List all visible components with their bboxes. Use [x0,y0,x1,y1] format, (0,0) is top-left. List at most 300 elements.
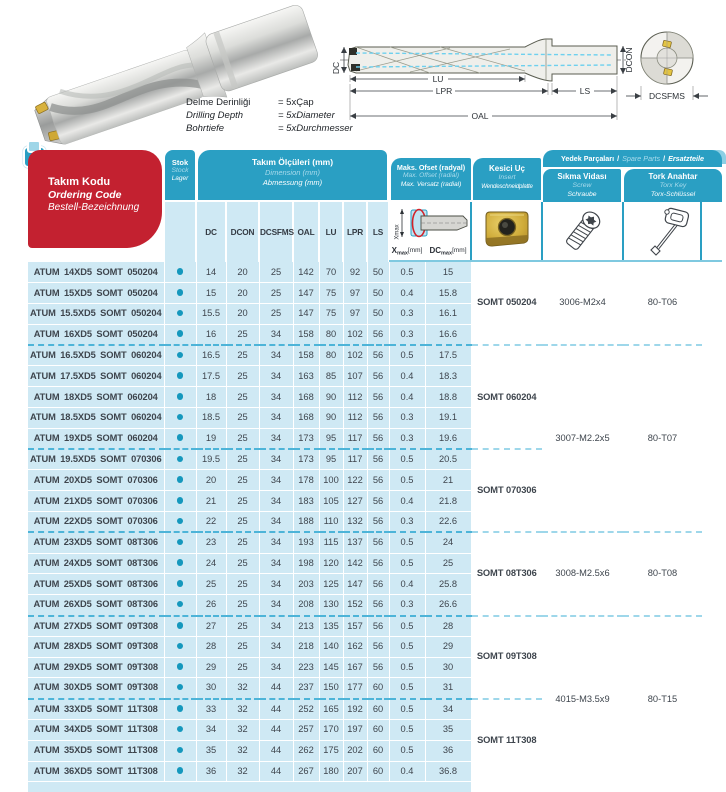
lpr-cell: 112 [343,387,367,408]
lpr-cell: 162 [343,636,367,657]
stock-dot [177,663,184,670]
stock-dot [177,643,184,650]
stock-dot-cell [164,636,196,657]
dcmax-cell: 21.8 [425,491,471,512]
lu-cell: 105 [319,491,343,512]
ordering-code-cell: ATUM 22XD5 SOMT 070306 [28,512,164,533]
ordering-code-cell: ATUM 16XD5 SOMT 050204 [28,324,164,345]
oal-cell: 158 [293,324,319,345]
stock-dot-cell [164,387,196,408]
stock-dot-cell [164,761,196,782]
dcon-cell: 25 [226,408,259,429]
ordering-code-cell: ATUM 26XD5 SOMT 08T306 [28,595,164,616]
dcsfms-cell: 34 [259,491,293,512]
dcsfms-cell: 34 [259,574,293,595]
ordering-code-de: Bestell-Bezeichnung [48,202,140,213]
dcon-cell: 25 [226,428,259,449]
dcsfms-cell: 34 [259,408,293,429]
xmax-cell: 0.5 [389,532,425,553]
table-row [28,345,702,366]
dcmax-cell: 24 [425,532,471,553]
spare-parts-header: Yedek Parçaları / Spare Parts / Ersatzteile [543,150,722,167]
lpr-cell: 167 [343,657,367,678]
lu-cell: 80 [319,324,343,345]
xmax-cell: 0.5 [389,262,425,283]
stock-dot [177,310,184,317]
xmax-cell: 0.5 [389,678,425,699]
oal-cell: 183 [293,491,319,512]
ordering-code-header [28,150,162,248]
ls-cell: 56 [367,512,389,533]
dcon-cell: 25 [226,616,259,637]
xmax-cell: 0.3 [389,408,425,429]
lu-cell: 175 [319,740,343,761]
torx-group-cell: 80-T08 [623,532,702,615]
lu-cell: 95 [319,428,343,449]
dcsfms-cell: 44 [259,678,293,699]
oal-cell: 193 [293,532,319,553]
dcsfms-cell: 34 [259,324,293,345]
oal-cell: 252 [293,699,319,720]
oal-cell: 203 [293,574,319,595]
table-row [28,532,702,553]
ls-cell: 60 [367,740,389,761]
oal-cell: 213 [293,616,319,637]
dc-cell: 19.5 [196,449,226,470]
lu-cell: 125 [319,574,343,595]
stock-dot-cell [164,428,196,449]
insert-icon [480,208,534,256]
offset-header-tr: Maks. Ofset (radyal) [396,163,466,172]
lpr-cell: 202 [343,740,367,761]
stock-dot [177,476,184,483]
stock-dot [177,601,184,608]
screw-header-tr: Sıkma Vidası [557,172,607,181]
stock-dot-cell [164,512,196,533]
lpr-cell: 102 [343,324,367,345]
table-row [28,262,702,283]
lu-cell: 85 [319,366,343,387]
dcsfms-cell: 25 [259,304,293,325]
dc-cell: 20 [196,470,226,491]
dcsfms-cell: 34 [259,345,293,366]
oal-cell: 208 [293,595,319,616]
stock-dot-cell [164,262,196,283]
lpr-cell: 122 [343,470,367,491]
dcon-cell: 32 [226,740,259,761]
ordering-code-tr: Takım Kodu [48,176,111,188]
stock-dot-cell [164,553,196,574]
stock-dot-cell [164,595,196,616]
dc-cell: 36 [196,761,226,782]
dcsfms-cell: 34 [259,512,293,533]
xmax-cell: 0.4 [389,387,425,408]
dcmax-cell: 17.5 [425,345,471,366]
oal-cell: 218 [293,636,319,657]
oal-cell: 267 [293,761,319,782]
insert-header [473,158,541,200]
ordering-code-cell: ATUM 20XD5 SOMT 070306 [28,470,164,491]
ordering-code-cell: ATUM 17.5XD5 SOMT 060204 [28,366,164,387]
ordering-code-cell: ATUM 16.5XD5 SOMT 060204 [28,345,164,366]
insert-header-de: Wendeschneidplatte [481,182,533,190]
lpr-cell: 192 [343,699,367,720]
lpr-cell: 142 [343,553,367,574]
ls-cell: 56 [367,345,389,366]
dcsfms-cell: 44 [259,761,293,782]
stock-dot-cell [164,699,196,720]
ls-cell: 56 [367,491,389,512]
ls-cell: 56 [367,324,389,345]
catalog-table [28,150,726,792]
ordering-code-cell: ATUM 14XD5 SOMT 050204 [28,262,164,283]
oal-cell: 142 [293,262,319,283]
screw-group-cell: 3006-M2x4 [542,262,623,345]
ordering-code-cell: ATUM 25XD5 SOMT 08T306 [28,574,164,595]
stock-dot-cell [164,574,196,595]
stock-dot-cell [164,408,196,429]
bottom-strip-blue [28,782,471,792]
dcon-cell: 25 [226,366,259,387]
dcsfms-cell: 34 [259,449,293,470]
oal-cell: 178 [293,470,319,491]
lpr-cell: 117 [343,428,367,449]
oal-cell: 198 [293,553,319,574]
dcon-cell: 25 [226,387,259,408]
stock-dot [177,268,184,275]
ordering-code-cell: ATUM 19XD5 SOMT 060204 [28,428,164,449]
dcon-cell: 25 [226,512,259,533]
torx-group-cell: 80-T15 [623,616,702,782]
ordering-code-cell: ATUM 15XD5 SOMT 050204 [28,283,164,304]
insert-group-cell: SOMT 08T306 [471,532,542,615]
stock-dot-cell [164,324,196,345]
dcsfms-cell: 34 [259,553,293,574]
ordering-code-cell: ATUM 27XD5 SOMT 09T308 [28,616,164,637]
torx-group-cell: 80-T06 [623,262,702,345]
dcsfms-cell: 34 [259,428,293,449]
dc-cell: 23 [196,532,226,553]
dcsfms-cell: 34 [259,657,293,678]
dc-cell: 34 [196,720,226,741]
dcsfms-cell: 25 [259,283,293,304]
lu-cell: 115 [319,532,343,553]
dcon-cell: 32 [226,678,259,699]
stock-dot [177,393,184,400]
col-header-lpr: LPR [344,202,366,262]
oal-cell: 173 [293,449,319,470]
xmax-cell: 0.5 [389,636,425,657]
lu-cell: 135 [319,616,343,637]
dcmax-cell: 26.6 [425,595,471,616]
dc-cell: 16 [196,324,226,345]
dc-cell: 15.5 [196,304,226,325]
stock-dot [177,456,184,463]
ordering-code-en: Ordering Code [48,189,122,201]
col-header-dc: DC [197,202,225,262]
spare-header-tr: Yedek Parçaları [560,154,615,163]
stock-dot-cell [164,532,196,553]
dcmax-cell: 34 [425,699,471,720]
stock-dot [177,747,184,754]
stock-dot [177,559,184,566]
dcsfms-cell: 34 [259,532,293,553]
lu-cell: 120 [319,553,343,574]
dcmax-cell: 25 [425,553,471,574]
ls-cell: 56 [367,408,389,429]
ordering-code-cell: ATUM 34XD5 SOMT 11T308 [28,720,164,741]
dcmax-cell: 35 [425,720,471,741]
dcsfms-cell: 34 [259,366,293,387]
ls-cell: 60 [367,699,389,720]
bottom-strip-white [471,782,702,792]
dc-cell: 24 [196,553,226,574]
dcon-cell: 25 [226,449,259,470]
dc-cell: 22 [196,512,226,533]
lpr-cell: 127 [343,491,367,512]
dcon-cell: 25 [226,553,259,574]
dcmax-cell: 15 [425,262,471,283]
xmax-cell: 0.3 [389,512,425,533]
ls-cell: 56 [367,616,389,637]
col-header-dcsfms: DCSFMS [260,202,292,262]
screw-header [543,169,621,202]
ls-cell: 56 [367,532,389,553]
table-row [28,616,702,637]
dimensions-header-de: Abmessung (mm) [262,178,323,187]
dcon-cell: 32 [226,761,259,782]
lu-cell: 100 [319,470,343,491]
depth-label-en: Drilling Depth [186,110,244,121]
ordering-code-cell: ATUM 15.5XD5 SOMT 050204 [28,304,164,325]
dcon-cell: 25 [226,324,259,345]
stock-dot [177,289,184,296]
torx-key-icon [636,206,692,258]
lpr-cell: 177 [343,678,367,699]
stock-dot-cell [164,449,196,470]
offset-header-de: Max. Versatz (radial) [400,180,462,188]
insert-group-cell: SOMT 11T308 [471,699,542,782]
table-bottom-strip [28,782,702,792]
oal-cell: 147 [293,283,319,304]
lpr-cell: 117 [343,449,367,470]
xmax-cell: 0.5 [389,345,425,366]
dcon-cell: 20 [226,283,259,304]
dcmax-cell: 31 [425,678,471,699]
depth-value-de: = 5xDurchmesser [278,123,353,134]
stock-dot-cell [164,470,196,491]
lu-cell: 140 [319,636,343,657]
dcsfms-cell: 44 [259,740,293,761]
drill-data-table [28,262,702,792]
stock-dot [177,684,184,691]
ls-cell: 50 [367,262,389,283]
ordering-code-cell: ATUM 23XD5 SOMT 08T306 [28,532,164,553]
dcon-cell: 25 [226,574,259,595]
oal-cell: 147 [293,304,319,325]
lu-cell: 90 [319,408,343,429]
dc-cell: 14 [196,262,226,283]
lpr-cell: 97 [343,304,367,325]
dcon-cell: 25 [226,470,259,491]
dc-cell: 21 [196,491,226,512]
dcsfms-cell: 34 [259,595,293,616]
lu-cell: 145 [319,657,343,678]
xmax-cell: 0.4 [389,283,425,304]
dim-label-oal: OAL [471,111,489,121]
oal-cell: 257 [293,720,319,741]
dim-label-lu: LU [432,74,444,84]
dcmax-cell: 29 [425,636,471,657]
lpr-cell: 157 [343,616,367,637]
lpr-cell: 92 [343,262,367,283]
stock-dot-cell [164,657,196,678]
stock-header-en: Stock [171,167,189,174]
dc-cell: 15 [196,283,226,304]
dc-cell: 30 [196,678,226,699]
ls-cell: 56 [367,428,389,449]
offset-thumb-label: Xmax [394,224,401,240]
lu-cell: 170 [319,720,343,741]
technical-drawing [330,8,726,140]
dc-cell: 35 [196,740,226,761]
ls-cell: 60 [367,720,389,741]
stock-dot [177,518,184,525]
stock-dot-cell [164,720,196,741]
dc-cell: 27 [196,616,226,637]
lpr-cell: 112 [343,408,367,429]
xmax-cell: 0.4 [389,491,425,512]
ls-cell: 56 [367,470,389,491]
ordering-code-cell: ATUM 36XD5 SOMT 11T308 [28,761,164,782]
screw-group-cell: 3007-M2.2x5 [542,345,623,532]
ordering-code-cell: ATUM 33XD5 SOMT 11T308 [28,699,164,720]
dc-cell: 28 [196,636,226,657]
dc-cell: 29 [196,657,226,678]
dcmax-cell: 15.8 [425,283,471,304]
screw-header-en: Screw [572,182,592,189]
depth-value-en: = 5xDiameter [278,110,335,121]
torx-header-tr: Tork Anahtar [648,172,698,181]
lu-cell: 130 [319,595,343,616]
insert-group-cell: SOMT 060204 [471,345,542,449]
ordering-code-cell: ATUM 29XD5 SOMT 09T308 [28,657,164,678]
lpr-cell: 207 [343,761,367,782]
ordering-code-cell: ATUM 30XD5 SOMT 09T308 [28,678,164,699]
stock-dot [177,767,184,774]
dcsfms-cell: 34 [259,616,293,637]
dc-cell: 19 [196,428,226,449]
dcsfms-cell: 25 [259,262,293,283]
depth-label-tr: Delme Derinliği [186,97,251,108]
dcmax-cell: 20.5 [425,449,471,470]
dcon-cell: 25 [226,345,259,366]
ordering-code-cell: ATUM 35XD5 SOMT 11T308 [28,740,164,761]
dcon-cell: 32 [226,699,259,720]
ls-cell: 56 [367,595,389,616]
lpr-cell: 152 [343,595,367,616]
dcmax-cell: 19.1 [425,408,471,429]
torx-group-cell: 80-T07 [623,345,702,532]
xmax-cell: 0.3 [389,304,425,325]
col-header-dcmax: $DC_{max}[mm]$ [429,246,467,257]
screw-group-cell: 3008-M2.5x6 [542,532,623,615]
insert-header-en: Insert [498,174,516,181]
dcsfms-cell: 34 [259,636,293,657]
insert-group-cell: SOMT 050204 [471,262,542,345]
ls-cell: 56 [367,657,389,678]
xmax-cell: 0.5 [389,449,425,470]
oal-cell: 163 [293,366,319,387]
dcsfms-cell: 44 [259,720,293,741]
oal-cell: 188 [293,512,319,533]
dcmax-cell: 18.3 [425,366,471,387]
stock-dot [177,726,184,733]
offset-header-en: Max. Offset (radial) [402,172,460,179]
dc-cell: 16.5 [196,345,226,366]
lpr-cell: 132 [343,512,367,533]
stock-dot [177,580,184,587]
dim-label-dc: DC [331,61,341,75]
lu-cell: 75 [319,304,343,325]
insert-group-cell: SOMT 09T308 [471,616,542,699]
torx-header-en: Torx Key [659,182,687,189]
ls-cell: 50 [367,304,389,325]
xmax-cell: 0.5 [389,616,425,637]
dcon-cell: 25 [226,532,259,553]
stock-dot-cell [164,304,196,325]
spare-header-de: Ersatzteile [668,154,705,163]
dcmax-cell: 28 [425,616,471,637]
dcon-cell: 20 [226,262,259,283]
dcsfms-cell: 44 [259,699,293,720]
lpr-cell: 197 [343,720,367,741]
stock-dot [177,352,184,359]
dim-label-dcsfms: DCSFMS [649,91,685,101]
oal-cell: 223 [293,657,319,678]
dc-cell: 33 [196,699,226,720]
lu-cell: 75 [319,283,343,304]
oal-cell: 262 [293,740,319,761]
lpr-cell: 97 [343,283,367,304]
xmax-cell: 0.3 [389,595,425,616]
ordering-code-cell: ATUM 19.5XD5 SOMT 070306 [28,449,164,470]
dim-label-dcon: DCON [624,47,634,73]
dimensions-header-tr: Takım Ölçüleri (mm) [251,157,334,167]
screw-header-de: Schraube [567,190,597,198]
dcsfms-cell: 34 [259,387,293,408]
dcmax-cell: 21 [425,470,471,491]
stock-dot-cell [164,345,196,366]
dim-label-ls: LS [579,86,591,96]
lpr-cell: 147 [343,574,367,595]
ls-cell: 56 [367,387,389,408]
col-header-dcon: DCON [227,202,258,262]
insert-header-tr: Kesici Uç [488,164,526,173]
xmax-cell: 0.5 [389,470,425,491]
xmax-cell: 0.3 [389,428,425,449]
xmax-cell: 0.3 [389,324,425,345]
dcon-cell: 25 [226,595,259,616]
lu-cell: 110 [319,512,343,533]
oal-cell: 237 [293,678,319,699]
stock-dot [177,622,184,629]
dcmax-cell: 19.6 [425,428,471,449]
dcon-cell: 25 [226,636,259,657]
dcsfms-cell: 34 [259,470,293,491]
depth-label-de: Bohrtiefe [186,123,225,134]
dc-cell: 26 [196,595,226,616]
